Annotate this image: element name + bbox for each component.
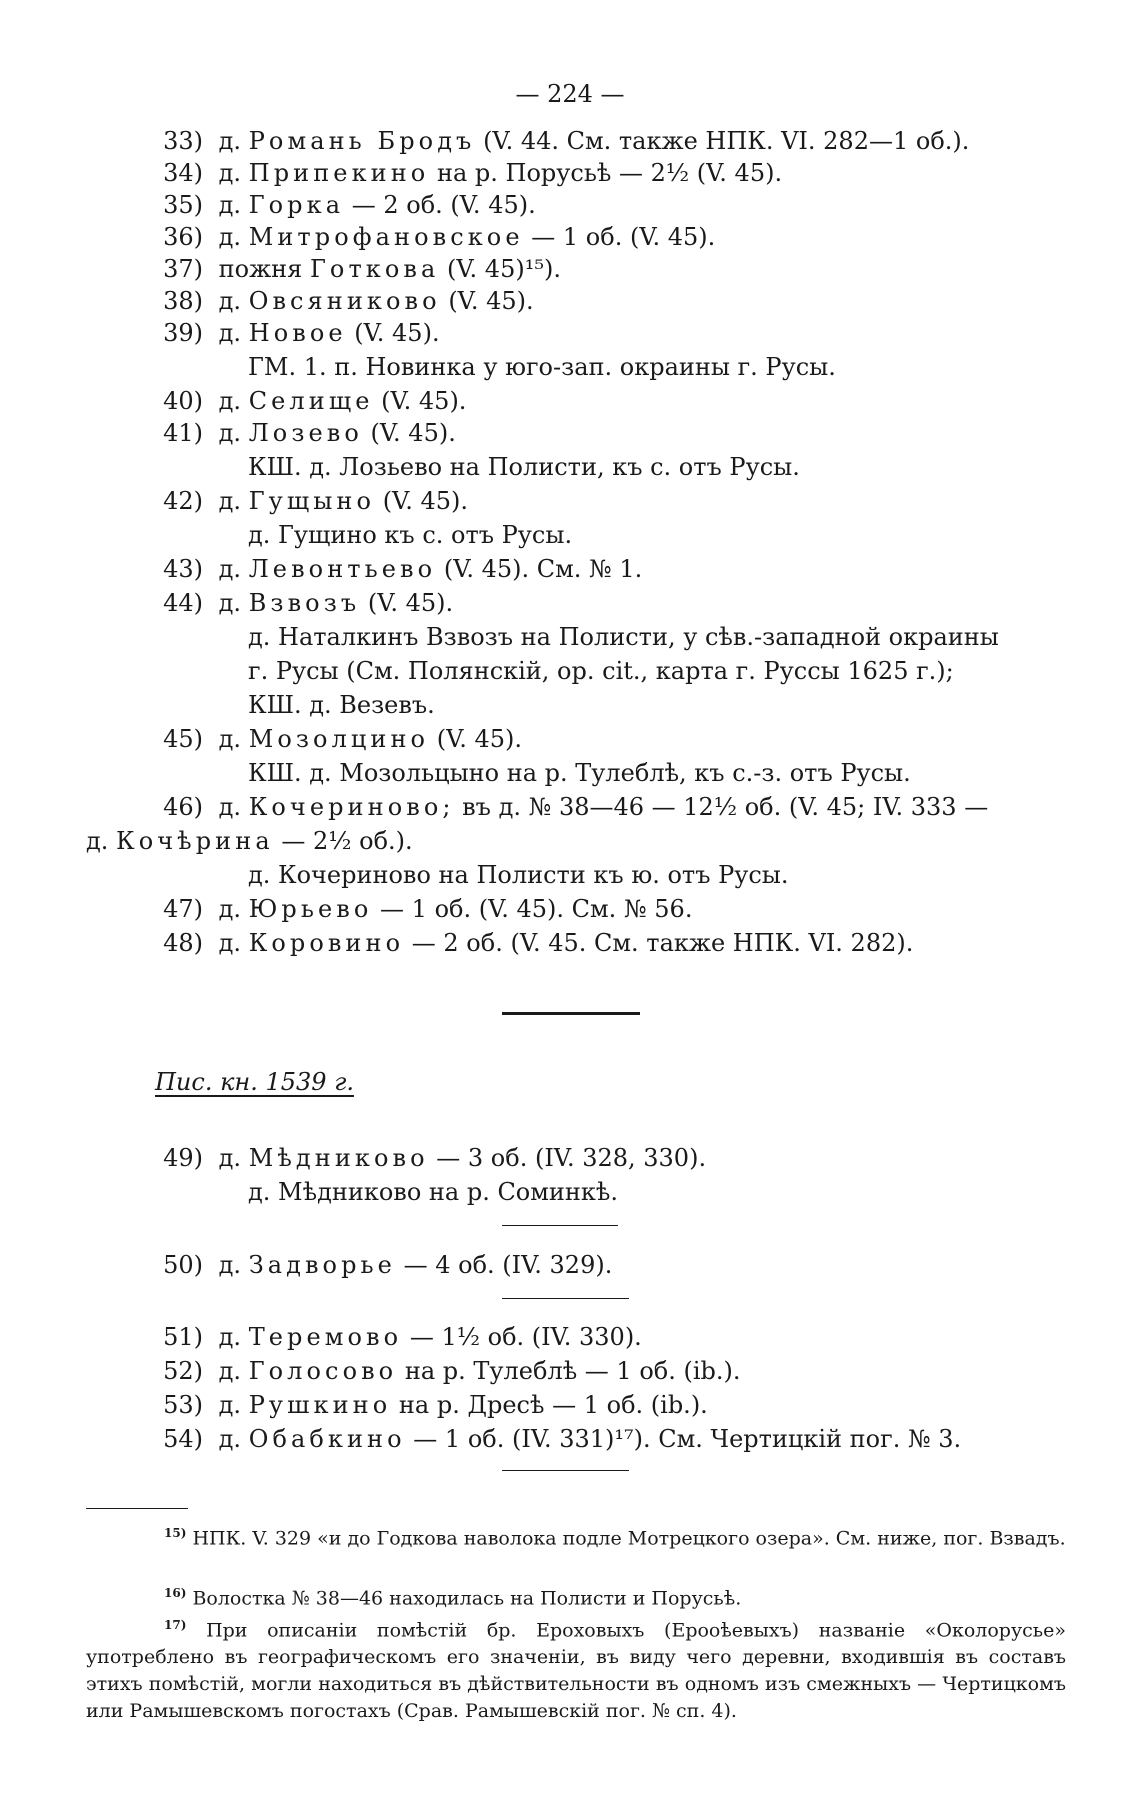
entry-number: 51)	[163, 1323, 203, 1351]
entry-name: Кочеринoво;	[248, 793, 455, 821]
entry-49	[155, 1143, 706, 1173]
footnote-mark: 15)	[164, 1526, 187, 1540]
entry-46-continuation	[86, 826, 413, 856]
entry-rest: — 2½ об.).	[281, 827, 413, 855]
entry-46-note: д. Кочериново на Полисти къ ю. отъ Русы.	[248, 861, 789, 889]
entry-rest: на р. Тулеблѣ — 1 об. (ib.).	[404, 1357, 741, 1385]
section-divider	[502, 1012, 640, 1015]
entry-40	[155, 386, 466, 416]
entry-prefix: д.	[218, 223, 242, 251]
entry-44-note-3: КШ. д. Везевъ.	[248, 691, 435, 719]
entry-45-note: КШ. д. Мозольцыно на р. Тулеблѣ, къ с.-з. отъ Русы.	[248, 759, 911, 787]
entry-number: 41)	[163, 419, 203, 447]
entry-47	[155, 894, 692, 924]
entry-name: Мозолцино	[248, 725, 430, 753]
entry-prefix: д.	[218, 1357, 242, 1385]
entry-rest: — 1 об. (V. 45). См. № 56.	[380, 895, 693, 923]
entry-prefix: д.	[218, 1251, 242, 1279]
entry-number: 50)	[163, 1251, 203, 1279]
entry-name: Новое	[248, 319, 347, 347]
entry-name: Мѣдниково	[248, 1144, 429, 1172]
entry-number: 37)	[163, 255, 203, 283]
entry-name: Лозево	[248, 419, 363, 447]
entry-number: 49)	[163, 1144, 203, 1172]
entry-50	[155, 1250, 612, 1280]
entry-46	[155, 792, 988, 822]
entry-name: Готкова	[309, 255, 440, 283]
entry-prefix: д.	[218, 725, 242, 753]
entry-rest: въ д. № 38—46 — 12½ об. (V. 45; IV. 333 —	[462, 793, 989, 821]
entry-rest: — 4 об. (IV. 329).	[403, 1251, 613, 1279]
entry-rest: — 2 об. (V. 45. См. также НПК. VI. 282).	[411, 929, 914, 957]
entry-number: 40)	[163, 387, 203, 415]
entry-number: 38)	[163, 287, 203, 315]
entry-34	[155, 158, 782, 188]
entry-prefix: д.	[218, 387, 242, 415]
entry-rest: (V. 45).	[448, 287, 534, 315]
entry-divider	[502, 1298, 629, 1299]
entry-rest: (V. 45).	[381, 387, 467, 415]
entry-prefix: д.	[218, 1144, 242, 1172]
entry-rest: — 2 об. (V. 45).	[351, 191, 536, 219]
entry-number: 39)	[163, 319, 203, 347]
entry-prefix: пожня	[218, 255, 303, 283]
entry-rest: (V. 45).	[370, 419, 456, 447]
footnote-text: НПК. V. 329 «и до Годкова наволока подле Мотрецкого озера». См. ниже, пог. Взвадъ.	[192, 1527, 1066, 1550]
entry-prefix: д.	[218, 487, 242, 515]
entry-number: 54)	[163, 1425, 203, 1453]
entry-number: 34)	[163, 159, 203, 187]
entry-number: 47)	[163, 895, 203, 923]
entry-prefix: д.	[218, 1391, 242, 1419]
entry-name: Припекино	[248, 159, 430, 187]
entry-name: Голосово	[248, 1357, 398, 1385]
entry-name: Селище	[248, 387, 374, 415]
entry-number: 44)	[163, 589, 203, 617]
entry-name: Обабкино	[248, 1425, 406, 1453]
entry-prefix: д.	[218, 589, 242, 617]
entry-rest: (V. 45).	[354, 319, 440, 347]
entry-name: Коровино	[248, 929, 405, 957]
entry-number: 36)	[163, 223, 203, 251]
entry-name: Митрофановское	[248, 223, 524, 251]
entry-number: 48)	[163, 929, 203, 957]
footnote-text: Волостка № 38—46 находилась на Полисти и Порусьѣ.	[192, 1587, 742, 1610]
entry-rest: (V. 45).	[436, 725, 523, 753]
entry-name: Кочѣрина	[116, 827, 274, 855]
entry-43	[155, 554, 642, 584]
entry-rest: — 1½ об. (IV. 330).	[409, 1323, 642, 1351]
entry-44-note-2: г. Русы (См. Полянскій, op. cit., карта г. Руссы 1625 г.);	[248, 657, 954, 685]
entry-rest: (V. 45)¹⁵).	[447, 255, 561, 283]
entry-name: Овсяниково	[248, 287, 441, 315]
entry-rest: — 1 об. (V. 45).	[531, 223, 716, 251]
entry-44	[155, 588, 453, 618]
entry-name: Юрьево	[248, 895, 373, 923]
footnote-mark: 16)	[164, 1586, 187, 1600]
entry-rest: — 3 об. (IV. 328, 330).	[436, 1144, 707, 1172]
entry-number: 46)	[163, 793, 203, 821]
entry-53	[155, 1390, 708, 1420]
footnote-rule	[86, 1508, 188, 1509]
entry-51	[155, 1322, 642, 1352]
entry-name: Левонтьево	[248, 555, 437, 583]
entry-number: 33)	[163, 127, 203, 155]
entry-prefix: д.	[86, 827, 109, 855]
entry-42-note: д. Гущино къ с. отъ Русы.	[248, 521, 573, 549]
entry-rest: на р. Дресѣ — 1 об. (ib.).	[398, 1391, 708, 1419]
entry-name: Взвозъ	[248, 589, 361, 617]
entry-number: 35)	[163, 191, 203, 219]
entry-divider	[502, 1470, 629, 1471]
section-heading: Пис. кн. 1539 г.	[155, 1068, 354, 1096]
entry-35	[155, 190, 536, 220]
entry-52	[155, 1356, 741, 1386]
footnote-mark: 17)	[164, 1618, 187, 1632]
entry-38	[155, 286, 534, 316]
entry-41-note: КШ. д. Лозьево на Полисти, къ с. отъ Русы.	[248, 453, 800, 481]
footnote-17	[86, 1612, 1066, 1725]
entry-45	[155, 724, 522, 754]
entry-prefix: д.	[218, 191, 242, 219]
entry-prefix: д.	[218, 895, 242, 923]
entry-prefix: д.	[218, 319, 242, 347]
entry-42	[155, 486, 468, 516]
entry-37	[155, 254, 561, 284]
entry-number: 45)	[163, 725, 203, 753]
entry-41	[155, 418, 456, 448]
entry-prefix: д.	[218, 1425, 242, 1453]
footnote-16	[86, 1580, 1066, 1612]
entry-rest: (V. 45).	[367, 589, 454, 617]
entry-49-note: д. Мѣдниково на р. Соминкѣ.	[248, 1178, 619, 1206]
footnote-15	[86, 1520, 1066, 1552]
entry-33	[155, 126, 969, 156]
entry-number: 53)	[163, 1391, 203, 1419]
entry-prefix: д.	[218, 555, 242, 583]
entry-39-note: ГМ. 1. п. Новинка у юго-зап. окраины г. Русы.	[248, 353, 836, 381]
entry-name: Гущыно	[248, 487, 376, 515]
entry-44-note-1: д. Наталкинъ Взвозъ на Полисти, у сѣв.-западной окраины	[248, 623, 999, 651]
entry-prefix: д.	[218, 159, 242, 187]
entry-name: Горка	[248, 191, 345, 219]
entry-number: 43)	[163, 555, 203, 583]
entry-prefix: д.	[218, 287, 242, 315]
entry-rest: (V. 45).	[382, 487, 468, 515]
entry-rest: — 1 об. (IV. 331)¹⁷). См. Чертицкій пог. № 3.	[413, 1425, 962, 1453]
entry-39	[155, 318, 440, 348]
entry-name: Теремово	[248, 1323, 403, 1351]
entry-prefix: д.	[218, 929, 242, 957]
entry-36	[155, 222, 715, 252]
entry-54	[155, 1424, 961, 1454]
entry-prefix: д.	[218, 127, 242, 155]
entry-rest: на р. Порусьѣ — 2½ (V. 45).	[436, 159, 783, 187]
entry-rest: (V. 44. См. также НПК. VI. 282—1 об.).	[483, 127, 970, 155]
entry-prefix: д.	[218, 1323, 242, 1351]
entry-rest: (V. 45). См. № 1.	[443, 555, 643, 583]
page-number: — 224 —	[515, 80, 625, 108]
entry-divider	[502, 1225, 618, 1226]
entry-name: Задворье	[248, 1251, 396, 1279]
entry-name: Романь Бродъ	[248, 127, 476, 155]
entry-number: 42)	[163, 487, 203, 515]
entry-number: 52)	[163, 1357, 203, 1385]
entry-48	[155, 928, 913, 958]
footnote-text: При описаніи помѣстій бр. Ероховыхъ (Ерооѣевыхъ) названіе «Околорусье» употреблено въ географическомъ его значеніи, въ виду чего деревни, входившія въ составъ этихъ помѣстій, могли находиться въ дѣйствительности въ одномъ изъ смежныхъ — Чертицкомъ или Рамышевскомъ погостахъ (Срав. Рамышевскій пог. № сп. 4).	[86, 1619, 1066, 1723]
entry-name: Рушкино	[248, 1391, 392, 1419]
entry-prefix: д.	[218, 793, 242, 821]
entry-prefix: д.	[218, 419, 242, 447]
